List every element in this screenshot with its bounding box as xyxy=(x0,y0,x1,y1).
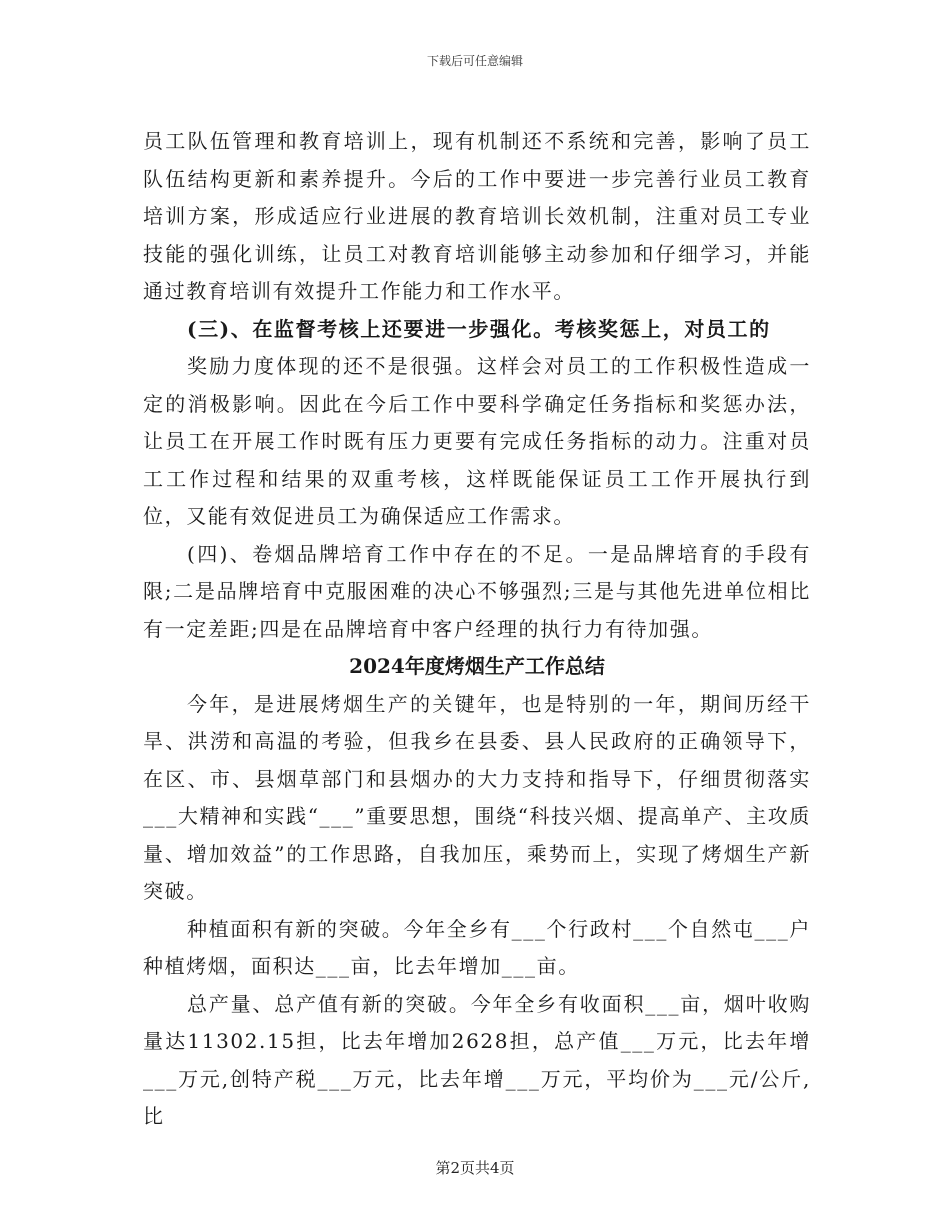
paragraph-training: 员工队伍管理和教育培训上，现有机制还不系统和完善，影响了员工队伍结构更新和素养提升。今后的工作中要进一步完善行业员工教育培训方案，形成适应行业进展的教育培训长效机制，注重对员工专业技能的强化训练，让员工对教育培训能够主动参加和仔细学习，并能通过教育培训有效提升工作能力和工作水平。 xyxy=(143,129,811,303)
section-title-tobacco-summary: 2024年度烤烟生产工作总结 xyxy=(349,654,605,678)
page-number: 第2页共4页 xyxy=(435,1159,515,1177)
paragraph-planting-area: 种植面积有新的突破。今年全乡有___个行政村___个自然屯___户种植烤烟，面积达___亩，比去年增加___亩。 xyxy=(143,916,811,978)
paragraph-brand-cultivation: (四)、卷烟品牌培育工作中存在的不足。一是品牌培育的手段有限;二是品牌培育中克服困难的决心不够强烈;三是与其他先进单位相比有一定差距;四是在品牌培育中客户经理的执行力有待加强。 xyxy=(143,541,811,641)
page-header-note: 下载后可任意编辑 xyxy=(426,54,523,68)
section-heading-supervision: (三)、在监督考核上还要进一步强化。考核奖惩上，对员工的 xyxy=(187,316,771,341)
paragraph-incentive: 奖励力度体现的还不是很强。这样会对员工的工作积极性造成一定的消极影响。因此在今后工作中要科学确定任务指标和奖惩办法，让员工在开展工作时既有压力更要有完成任务指标的动力。注重对员工工作过程和结果的双重考核，这样既能保证员工工作开展执行到位，又能有效促进员工为确保适应工作需求。 xyxy=(143,354,811,528)
document-body xyxy=(143,123,811,1136)
paragraph-output-value: 总产量、总产值有新的突破。今年全乡有收面积___亩，烟叶收购量达11302.15担，比去年增加2628担，总产值___万元，比去年增___万元,创特产税___万元，比去年增___万元，平均价为___元/公斤,比 xyxy=(143,991,811,1128)
paragraph-intro: 今年，是进展烤烟生产的关键年，也是特别的一年，期间历经干旱、洪涝和高温的考验，但我乡在县委、县人民政府的正确领导下，在区、市、县烟草部门和县烟办的大力支持和指导下，仔细贯彻落实___大精神和实践“___”重要思想，围绕“科技兴烟、提高单产、主攻质量、增加效益”的工作思路，自我加压，乘势而上，实现了烤烟生产新突破。 xyxy=(143,691,811,903)
